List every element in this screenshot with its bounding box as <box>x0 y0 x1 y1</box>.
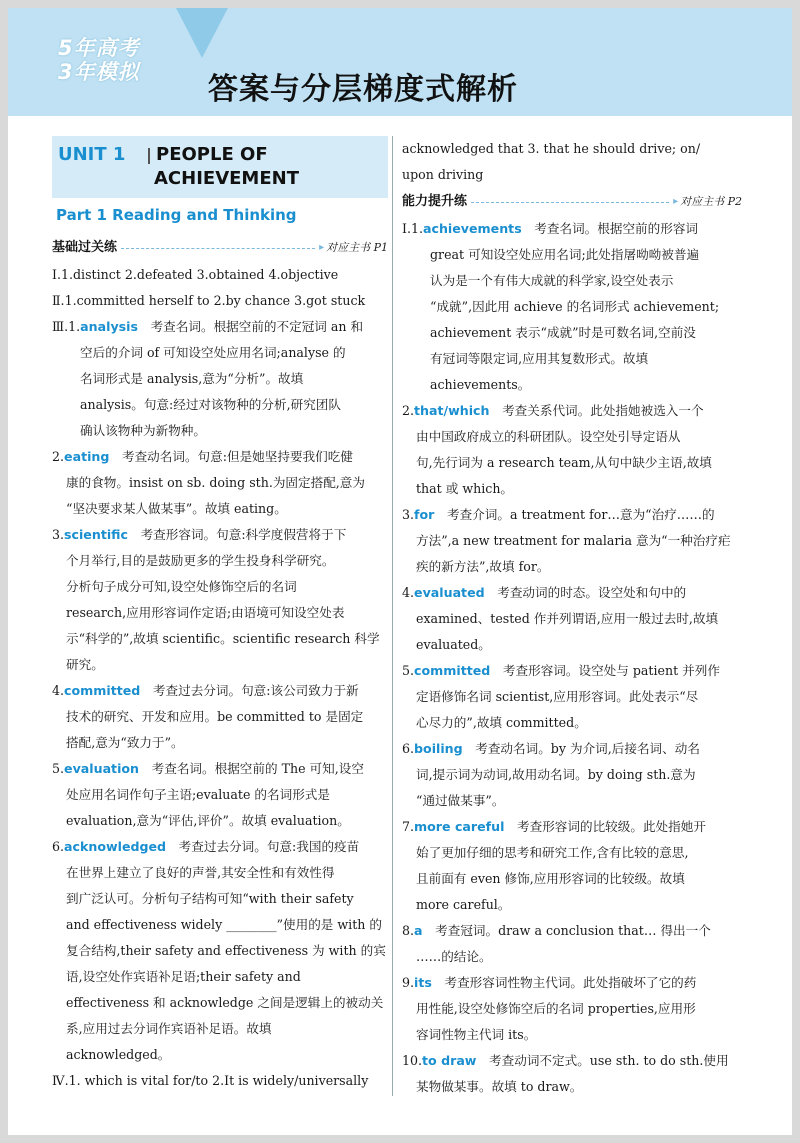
part-title: Part 1 Reading and Thinking <box>56 206 297 224</box>
answer-text-line: that 或 which。 <box>416 481 514 496</box>
answer-text-line: 分析句子成分可知,设空处修饰空后的名词 <box>66 579 297 594</box>
page <box>8 8 792 1135</box>
answer-text-line: 空后的介词 of 可知设空处应用名词;analyse 的 <box>80 345 346 360</box>
item-number: 3. <box>402 507 415 522</box>
explanation-text: 考查冠词。draw a conclusion that… 得出一个 <box>422 923 711 938</box>
answer-item <box>402 398 742 502</box>
answer-text-line: 认为是一个有伟大成就的科学家,设空处表示 <box>430 273 674 288</box>
item-number: 10. <box>402 1053 423 1068</box>
brand-logo <box>58 36 140 84</box>
unit-separator <box>148 148 150 164</box>
item-number: 2. <box>402 403 415 418</box>
answer-text-line <box>52 756 388 782</box>
answer-text-line: evaluated。 <box>416 637 491 652</box>
answer-text-line: achievements。 <box>430 377 531 392</box>
answer-lines-top <box>52 262 388 314</box>
column-divider <box>392 136 393 1096</box>
answer-text-line: 在世界上建立了良好的声誉,其安全性和有效性得 <box>66 865 335 880</box>
explanation-text: 考查动名词。句意:但是她坚持要我们吃健 <box>109 449 353 464</box>
section-reference: 对应主书 P1 <box>326 241 388 254</box>
banner-decoration <box>176 8 228 58</box>
item-number: Ⅲ.1. <box>52 319 81 334</box>
answer-text-line: effectiveness 和 acknowledge 之间是逻辑上的被动关 <box>66 995 384 1010</box>
explanation-text: 考查名词。根据空前的 The 可知,设空 <box>139 761 364 776</box>
section-title: 能力提升练 <box>402 194 468 209</box>
answer-text-line <box>402 736 742 762</box>
answer-text-line <box>402 814 742 840</box>
unit-label: UNIT 1 <box>58 144 126 165</box>
answer-text-line <box>52 678 388 704</box>
answer-text-line: 由中国政府成立的科研团队。设空处引导定语从 <box>416 429 681 444</box>
item-number: 4. <box>52 683 65 698</box>
answer-text-line: 有冠词等限定词,应用其复数形式。故填 <box>430 351 649 366</box>
answer-text-line: examined、tested 作并列谓语,应用一般过去时,故填 <box>416 611 719 626</box>
answer-text-line: ……的结论。 <box>416 949 492 964</box>
explanation-text: 考查形容词的比较级。此处指她开 <box>504 819 706 834</box>
answer-text-line: great 可知设空处应用名词;此处指屠呦呦被普遍 <box>430 247 700 262</box>
answer-list-right <box>402 216 742 1100</box>
item-number: 4. <box>402 585 415 600</box>
answer-text-line: 方法”,a new treatment for malaria 意为“一种治疗疟 <box>416 533 731 548</box>
answer-text-line <box>402 502 742 528</box>
answer-text-line <box>402 216 742 242</box>
explanation-text: 考查名词。根据空前的形容词 <box>521 221 698 236</box>
answer-line: Ⅱ.1.committed herself to 2.by chance 3.got stuck <box>52 293 366 308</box>
answer-key: achievements <box>423 221 522 236</box>
answer-key: eating <box>64 449 110 464</box>
answer-text-line <box>402 580 742 606</box>
answer-item <box>52 444 388 522</box>
answer-text-line: 个月举行,目的是鼓励更多的学生投身科学研究。 <box>66 553 335 568</box>
answer-item <box>402 580 742 658</box>
answer-item <box>402 1048 742 1100</box>
item-number: 3. <box>52 527 65 542</box>
answer-text-line <box>402 658 742 684</box>
answer-text-line <box>402 918 742 944</box>
unit-name-line1: PEOPLE OF <box>156 144 268 165</box>
section-header-basic <box>52 234 388 262</box>
answer-key: that/which <box>414 403 490 418</box>
answer-text-line: 定语修饰名词 scientist,应用形容词。此处表示“尽 <box>416 689 699 704</box>
answer-text-line: acknowledged。 <box>66 1047 171 1062</box>
answer-text-line: 确认该物种为新物种。 <box>80 423 206 438</box>
answer-text-line: more careful。 <box>416 897 511 912</box>
answer-text-line: research,应用形容词作定语;由语境可知设空处表 <box>66 605 345 620</box>
answer-item <box>402 970 742 1048</box>
answer-key: analysis <box>80 319 138 334</box>
explanation-text: 考查过去分词。句意:该公司致力于新 <box>140 683 359 698</box>
answer-text-line: 处应用名词作句子主语;evaluate 的名词形式是 <box>66 787 330 802</box>
answer-item <box>402 658 742 736</box>
answer-text-line: 系,应用过去分词作宾语补足语。故填 <box>66 1021 272 1036</box>
answer-list-left <box>52 314 388 1068</box>
arrow-icon: ▸ <box>319 242 325 253</box>
section-header-advanced <box>402 188 742 216</box>
answer-key: its <box>414 975 432 990</box>
answer-text-line <box>402 1048 742 1074</box>
explanation-text: 考查形容词。设空处与 patient 并列作 <box>490 663 720 678</box>
item-number: 8. <box>402 923 415 938</box>
logo-line2: 3年模拟 <box>58 60 140 84</box>
answer-key: more careful <box>414 819 505 834</box>
answer-lines-continued <box>402 136 742 188</box>
explanation-text: 考查过去分词。句意:我国的疫苗 <box>166 839 360 854</box>
answer-text-line: 疾的新方法”,故填 for。 <box>416 559 550 574</box>
item-number: 7. <box>402 819 415 834</box>
explanation-text: 考查名词。根据空前的不定冠词 an 和 <box>137 319 364 334</box>
answer-text-line <box>52 834 388 860</box>
answer-text-line: 始了更加仔细的思考和研究工作,含有比较的意思, <box>416 845 689 860</box>
answer-key: committed <box>414 663 491 678</box>
answer-key: committed <box>64 683 141 698</box>
answer-text-line: “通过做某事”。 <box>416 793 505 808</box>
answer-text-line: 复合结构,their safety and effectiveness 为 with 的宾 <box>66 943 386 958</box>
answer-item <box>402 216 742 398</box>
answer-item <box>52 522 388 678</box>
logo-line1: 5年高考 <box>58 36 140 60</box>
answer-text-line: 且前面有 even 修饰,应用形容词的比较级。故填 <box>416 871 685 886</box>
answer-item <box>402 502 742 580</box>
answer-line: Ⅰ.1.distinct 2.defeated 3.obtained 4.objective <box>52 267 339 282</box>
arrow-icon: ▸ <box>673 196 679 207</box>
answer-item <box>402 918 742 970</box>
item-number: 9. <box>402 975 415 990</box>
answer-text-line: evaluation,意为“评估,评价”。故填 evaluation。 <box>66 813 350 828</box>
answer-key: evaluated <box>414 585 485 600</box>
answer-text-line: 到广泛认可。分析句子结构可知“with their safety <box>66 891 354 906</box>
answer-item <box>52 678 388 756</box>
answer-text-line: 搭配,意为“致力于”。 <box>66 735 184 750</box>
answer-text-line: 研究。 <box>66 657 104 672</box>
answer-key: a <box>414 923 423 938</box>
explanation-text: 考查形容词。句意:科学度假营将于下 <box>127 527 347 542</box>
answer-text-line: 心尽力的”,故填 committed。 <box>416 715 587 730</box>
answer-text-line <box>402 398 742 424</box>
section-reference: 对应主书 P2 <box>680 195 742 208</box>
unit-heading <box>52 136 388 198</box>
item-number: 5. <box>402 663 415 678</box>
answer-key: boiling <box>414 741 463 756</box>
answer-text-line: analysis。句意:经过对该物种的分析,研究团队 <box>80 397 341 412</box>
explanation-text: 考查介词。a treatment for…意为“治疗……的 <box>434 507 715 522</box>
answer-text-line: achievement 表示“成就”时是可数名词,空前没 <box>430 325 696 340</box>
answer-text-line: “坚决要求某人做某事”。故填 eating。 <box>66 501 287 516</box>
explanation-text: 考查动名词。by 为介词,后接名词、动名 <box>462 741 700 756</box>
explanation-text: 考查动词不定式。use sth. to do sth.使用 <box>476 1053 729 1068</box>
answer-text-line: 用性能,设空处修饰空后的名词 properties,应用形 <box>416 1001 696 1016</box>
answer-key: to draw <box>422 1053 477 1068</box>
answer-text-line: 语,设空处作宾语补足语;their safety and <box>66 969 301 984</box>
section-dash-line <box>121 248 315 249</box>
answer-key: for <box>414 507 435 522</box>
section-title: 基础过关练 <box>52 240 118 255</box>
answer-key: scientific <box>64 527 128 542</box>
answer-item <box>402 736 742 814</box>
item-number: Ⅰ.1. <box>402 221 423 236</box>
answer-text-line: “成就”,因此用 achieve 的名词形式 achievement; <box>430 299 720 314</box>
answer-key: acknowledged <box>64 839 167 854</box>
answer-text-line <box>402 970 742 996</box>
answer-text-line: and effectiveness widely ________”使用的是 with 的 <box>66 917 382 932</box>
item-number: 2. <box>52 449 65 464</box>
answer-text-line: 词,提示词为动词,故用动名词。by doing sth.意为 <box>416 767 696 782</box>
answer-line: upon driving <box>402 167 484 182</box>
answer-text-line: 名词形式是 analysis,意为“分析”。故填 <box>80 371 304 386</box>
left-column <box>52 136 388 1094</box>
item-number: 5. <box>52 761 65 776</box>
answer-text-line <box>52 522 388 548</box>
answer-item <box>52 834 388 1068</box>
answer-item <box>52 756 388 834</box>
item-number: 6. <box>402 741 415 756</box>
right-column <box>402 136 742 1100</box>
explanation-text: 考查形容词性物主代词。此处指破坏了它的药 <box>431 975 697 990</box>
section-dash-line <box>471 202 669 203</box>
answer-line: acknowledged that 3. that he should drive; on/ <box>402 141 701 156</box>
answer-text-line <box>52 444 388 470</box>
page-title: 答案与分层梯度式解析 <box>208 72 518 107</box>
answer-text-line <box>52 314 388 340</box>
unit-name-line2: ACHIEVEMENT <box>154 168 299 189</box>
answer-item <box>402 814 742 918</box>
explanation-text: 考查关系代词。此处指她被选入一个 <box>489 403 704 418</box>
answer-text-line: 康的食物。insist on sb. doing sth.为固定搭配,意为 <box>66 475 365 490</box>
answer-text-line: 容词性物主代词 its。 <box>416 1027 537 1042</box>
answer-line: Ⅳ.1. which is vital for/to 2.It is widely/universally <box>52 1073 369 1088</box>
header-banner <box>8 8 792 116</box>
answer-item <box>52 314 388 444</box>
answer-text-line: 某物做某事。故填 to draw。 <box>416 1079 583 1094</box>
answer-text-line: 句,先行词为 a research team,从句中缺少主语,故填 <box>416 455 712 470</box>
explanation-text: 考查动词的时态。设空处和句中的 <box>484 585 687 600</box>
answer-key: evaluation <box>64 761 140 776</box>
answer-text-line: 技术的研究、开发和应用。be committed to 是固定 <box>66 709 364 724</box>
item-number: 6. <box>52 839 65 854</box>
answer-text-line: 示“科学的”,故填 scientific。scientific research 科学 <box>66 631 380 646</box>
